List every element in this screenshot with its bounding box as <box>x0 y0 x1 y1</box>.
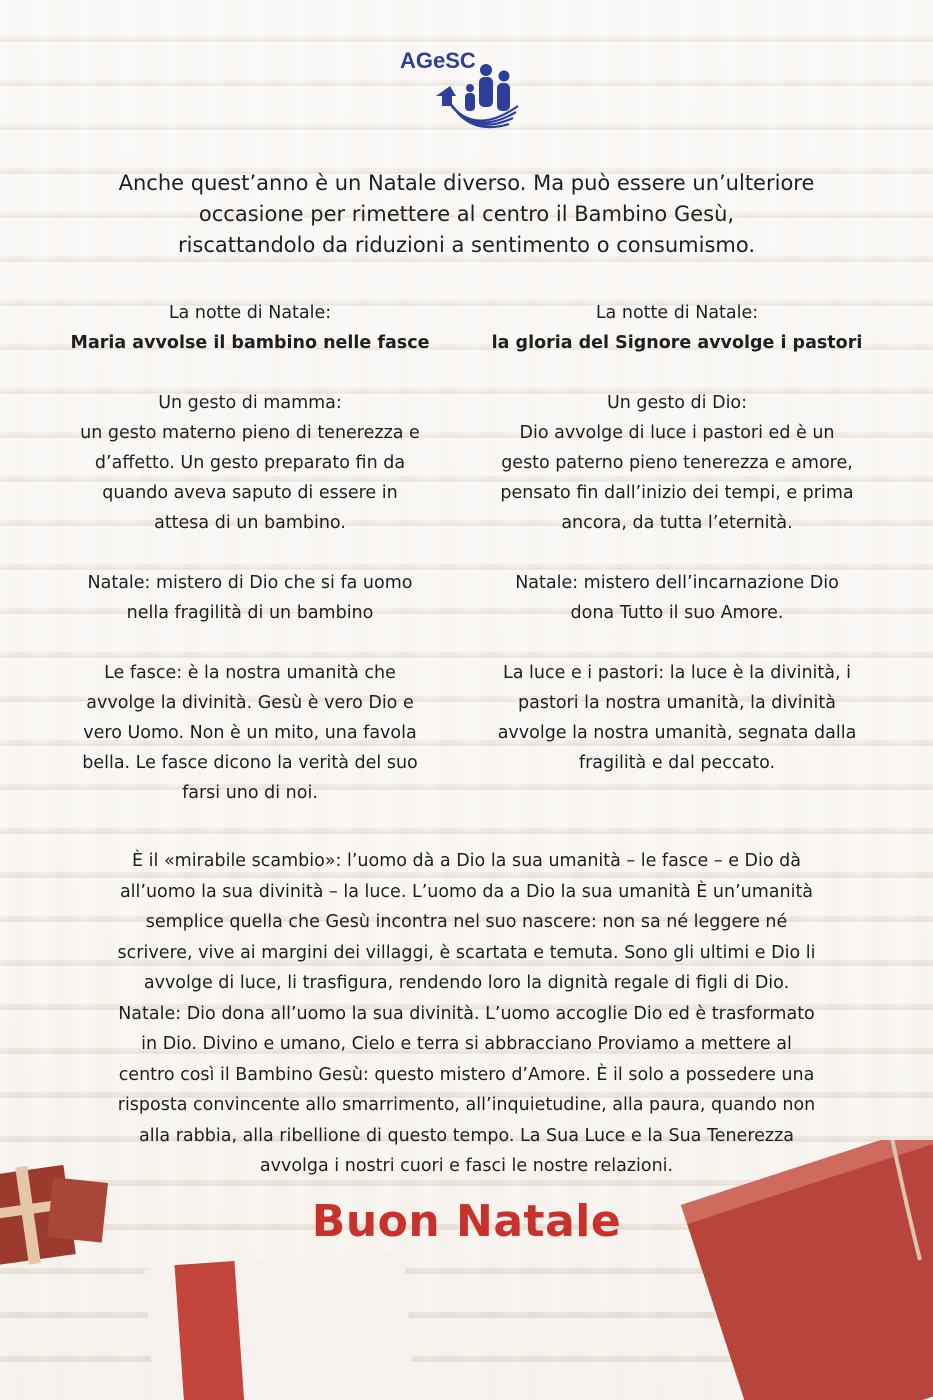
text-line: farsi uno di noi. <box>182 783 318 803</box>
text-line: avvolge la divinità. Gesù è vero Dio e <box>86 693 414 713</box>
text-line: ancora, da tutta l’eternità. <box>561 513 793 533</box>
left-heading-block <box>35 298 465 358</box>
left-subheading: Maria avvolse il bambino nelle fasce <box>70 333 430 353</box>
right-p1-title: Un gesto di Dio: <box>606 393 748 413</box>
right-subheading: la gloria del Signore avvolge i pastori <box>491 333 863 353</box>
text-line: dona Tutto il suo Amore. <box>570 603 784 623</box>
text-line: La luce e i pastori: la luce è la divinità, i <box>503 663 851 683</box>
right-column <box>462 298 892 808</box>
left-column <box>35 298 465 838</box>
text-line: centro così il Bambino Gesù: questo mistero d’Amore. È il solo a possedere una <box>118 1064 815 1085</box>
agesc-logo <box>400 40 540 140</box>
text-line: un gesto materno pieno di tenerezza e <box>80 423 420 443</box>
left-p1-title: Un gesto di mamma: <box>158 393 342 413</box>
intro-line: Anche quest’anno è un Natale diverso. Ma può essere un’ulteriore <box>118 171 815 195</box>
text-line: pensato fin dall’inizio dei tempi, e prima <box>500 483 854 503</box>
text-line: gesto paterno pieno tenerezza e amore, <box>501 453 853 473</box>
intro-line: riscattandolo da riduzioni a sentimento o consumismo. <box>177 233 756 257</box>
text-line: fragilità e dal peccato. <box>578 753 776 773</box>
text-line: È il «mirabile scambio»: l’uomo dà a Dio la sua umanità – le fasce – e Dio dà <box>132 851 801 871</box>
left-paragraph-1 <box>35 388 465 538</box>
left-paragraph-3 <box>35 658 465 808</box>
text-line: avvolge di luce, li trasfigura, rendendo loro la dignità regale di figli di Dio. <box>143 973 790 993</box>
left-heading: La notte di Natale: <box>168 303 332 323</box>
white-gift-icon <box>145 1251 416 1400</box>
text-line: Natale: mistero di Dio che si fa uomo <box>87 573 413 593</box>
text-line: in Dio. Divino e umano, Cielo e terra si abbracciano Proviamo a mettere al <box>141 1034 792 1054</box>
text-line: Natale: mistero dell’incarnazione Dio <box>515 573 839 593</box>
right-paragraph-1 <box>462 388 892 538</box>
text-line: pastori la nostra umanità, la divinità <box>518 693 836 713</box>
intro-paragraph <box>70 168 863 261</box>
right-paragraph-2 <box>462 568 892 628</box>
text-line: risposta convincente allo smarrimento, all’inquietudine, alla paura, quando non <box>117 1095 816 1115</box>
text-line: avvolga i nostri cuori e fasci le nostre relazioni. <box>259 1156 674 1176</box>
right-paragraph-3 <box>462 658 892 778</box>
intro-line: occasione per rimettere al centro il Bambino Gesù, <box>198 202 735 226</box>
right-heading-block <box>462 298 892 358</box>
logo-text: AGeSC <box>400 48 476 73</box>
text-line: all’uomo la sua divinità – la luce. L’uomo da a Dio la sua umanità È un’umanità <box>119 881 814 902</box>
text-line: Le fasce: è la nostra umanità che <box>104 663 396 683</box>
text-line: Dio avvolge di luce i pastori ed è un <box>519 423 835 443</box>
text-line: Natale: Dio dona all’uomo la sua divinità. L’uomo accoglie Dio ed è trasformato <box>118 1003 815 1024</box>
text-line: quando aveva saputo di essere in <box>102 483 398 503</box>
text-line: avvolge la nostra umanità, segnata dalla <box>497 723 857 743</box>
closing-paragraph <box>50 846 883 1182</box>
text-line: nella fragilità di un bambino <box>126 603 374 623</box>
text-line: bella. Le fasce dicono la verità del suo <box>82 753 418 773</box>
left-paragraph-2 <box>35 568 465 628</box>
text-line: d’affetto. Un gesto preparato fin da <box>94 453 406 473</box>
text-line: attesa di un bambino. <box>154 513 346 533</box>
text-line: scrivere, vive ai margini dei villaggi, è scartata e temuta. Sono gli ultimi e Dio li <box>117 942 816 963</box>
text-line: semplice quella che Gesù incontra nel suo nascere: non sa né leggere né <box>145 912 788 932</box>
text-line: alla rabbia, alla ribellione di questo tempo. La Sua Luce e la Sua Tenerezza <box>138 1125 794 1146</box>
right-heading: La notte di Natale: <box>595 303 759 323</box>
text-line: vero Uomo. Non è un mito, una favola <box>83 723 417 743</box>
buon-natale-greeting: Buon Natale <box>311 1196 622 1247</box>
